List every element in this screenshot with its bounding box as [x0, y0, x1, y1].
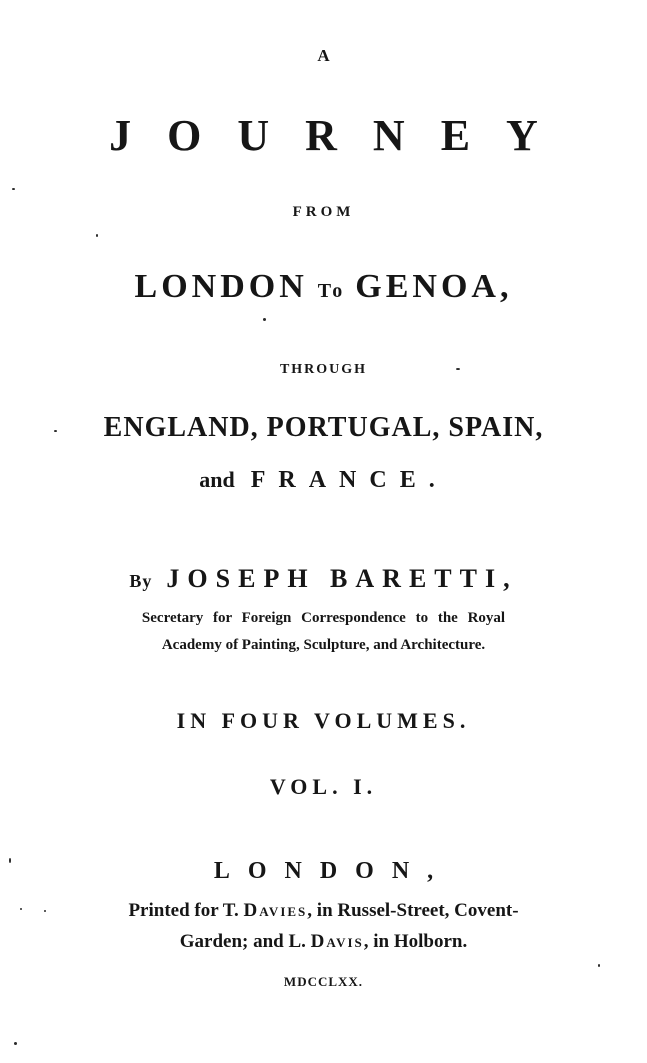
printer-line-2-pre: Garden; and L. — [179, 931, 306, 952]
last-country: FRANCE. — [250, 467, 448, 493]
printer-line-1 — [0, 900, 647, 922]
to-word: To — [317, 280, 346, 302]
paper-speck — [263, 318, 266, 321]
printer-line-2-post: , in Holborn. — [363, 931, 468, 952]
paper-speck — [96, 234, 98, 237]
destination-city: GENOA, — [355, 268, 513, 305]
paper-speck — [44, 910, 46, 912]
title-main: JOURNEY — [109, 111, 574, 160]
printer-name-2: Davis — [310, 931, 364, 952]
printer-line-2 — [0, 931, 647, 953]
author-name: JOSEPH BARETTI, — [166, 564, 518, 593]
author-title-line-2: Academy of Painting, Sculpture, and Architecture. — [161, 637, 486, 653]
paper-speck — [598, 964, 600, 967]
paper-speck — [14, 1042, 17, 1045]
paper-speck — [20, 908, 22, 910]
from-word: FROM — [292, 204, 355, 220]
paper-speck — [9, 858, 11, 863]
and-word: and — [199, 467, 235, 492]
paper-speck — [54, 430, 57, 432]
imprint-city: LONDON, — [213, 858, 452, 884]
author-line — [0, 564, 647, 594]
route-line — [0, 268, 647, 306]
publication-date: MDCCLXX. — [283, 974, 364, 989]
printer-line-1-post: , in Russel-Street, Covent- — [307, 900, 519, 921]
printer-name-1: Davies — [243, 900, 308, 921]
countries-line: ENGLAND, PORTUGAL, SPAIN, — [103, 412, 544, 443]
volumes-count: IN FOUR VOLUMES. — [176, 708, 471, 733]
paper-speck — [12, 188, 15, 190]
france-line — [0, 467, 647, 494]
title-article: A — [317, 46, 330, 65]
paper-speck — [456, 368, 460, 370]
by-word: By — [129, 571, 153, 591]
origin-city: LONDON — [134, 268, 308, 305]
author-title-line-1: Secretary for Foreign Correspondence to the Royal — [141, 610, 506, 626]
volume-number: VOL. I. — [269, 774, 378, 799]
printer-line-1-pre: Printed for T. — [128, 900, 239, 921]
through-word: THROUGH — [279, 362, 368, 377]
